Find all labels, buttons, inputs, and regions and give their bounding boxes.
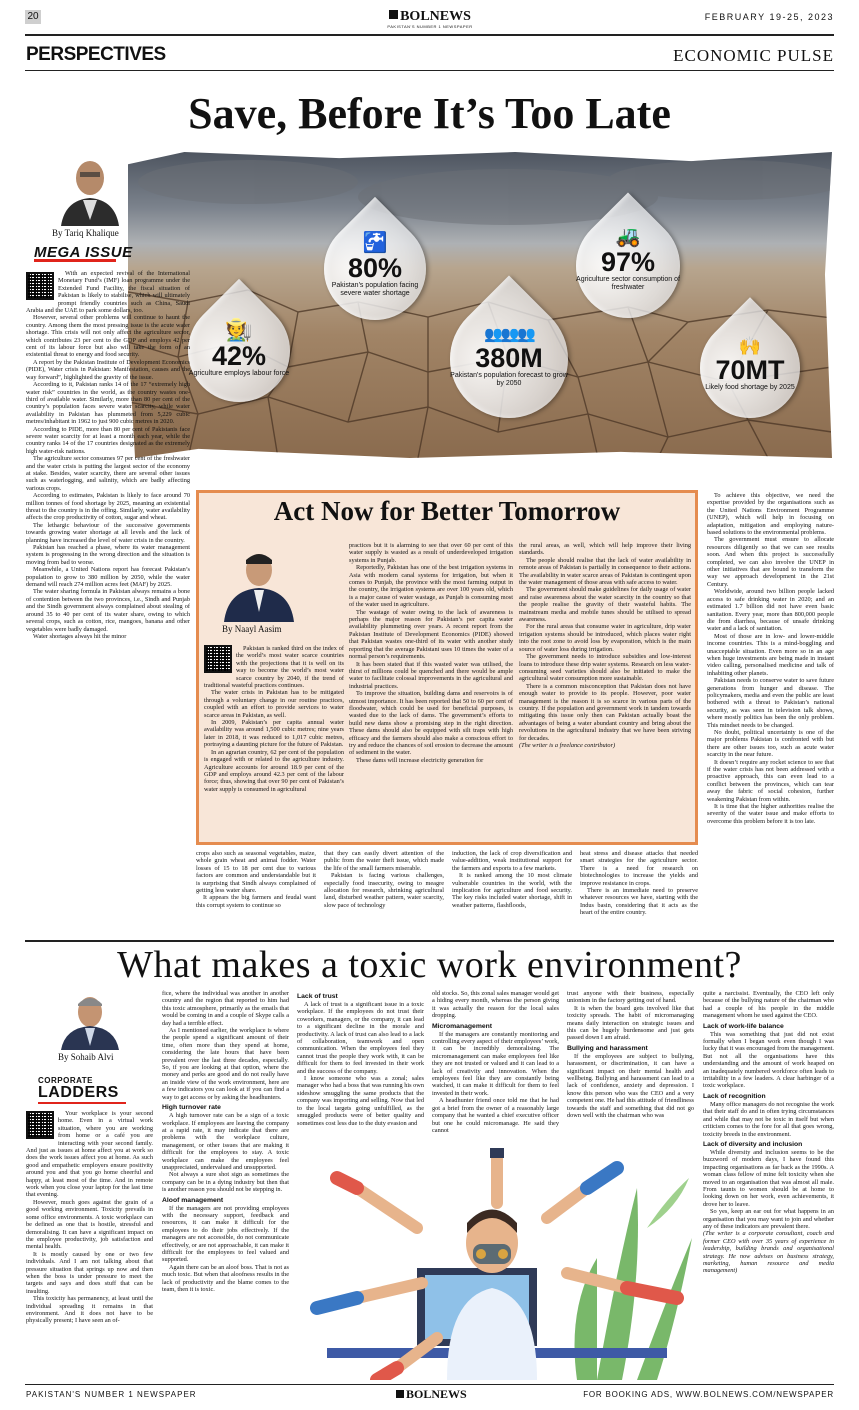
paragraph: A high turnover rate can be a sign of a toxic workplace. If employees are leaving the company at a rapid rate, it may indicate that there are problems with the workplace culture, management, or other issues that are making it difficult for the employees to stay. A toxic workplace can make the employees feel unappreciated, undervalued and unsupported.: [162, 1112, 289, 1171]
paragraph: that they can easily divert attention of the public from the water theft issue, which made the life of the small farmers miserable.: [324, 850, 444, 872]
footer-logo: [396, 1387, 467, 1402]
author-silhouette: [55, 990, 125, 1050]
kicker-text: MEGA ISSUE: [34, 244, 133, 261]
article1-right-column: [707, 492, 834, 932]
tractor-icon: 🚜: [615, 226, 641, 248]
stat-caption: Agriculture employs labour force: [188, 370, 290, 377]
subheading: Lack of recognition: [703, 1092, 766, 1100]
section-rule: [25, 70, 834, 71]
paragraph: In an agrarian country, 62 per cent of the population is engaged with or related to the agriculture industry. Agriculture accounts for around 18.9 per cent of the GDP and employs around 42.3 per cent of the labour force; thus, showing that over 90 per cent of Pakistan’s water supply is consumed in agricultural: [204, 748, 344, 793]
paragraph: Your workplace is your second home. Even in a virtual work situation, where you are working from home or a café you are interacting with your second family. And just as issues at home affect you at work so does the work issues affect you at home. As such good and empathetic employers ensure positivity around you and that you go home cheerful and happy, at least most of the time. And in remote work when you close your laptop for the last time that evening.: [26, 1110, 153, 1199]
article2-column-3: [519, 542, 691, 840]
population-icon: 👥👥👥: [483, 326, 535, 343]
paragraph: quite a narcissist. Eventually, the CEO left only because of the bullying nature of the chairman who had a couple of his people in the middle management whom he used against the CEO.: [703, 990, 834, 1020]
subheading: Lack of work-life balance: [703, 1022, 784, 1030]
paragraph: Not always a sure shot sign as sometimes the company can be in a dying industry but then that is another reason you should not be stepping in.: [162, 1171, 289, 1194]
paragraph: If the employees are subject to bullying, harassment, or discrimination, it can have a significant impact on their mental health and wellbeing. Bullying and harassment can lead to a lack of confidence, anxiety and depression. I know this person who was the CEO and a very competent one. He had this attitude of friendliness towards the staff and something that did not go down well with the chairman who was: [567, 1052, 694, 1120]
header-rule: [25, 34, 834, 36]
paragraph: fice, where the individual was another in another country and the region that reported to him had this toxic atmosphere, primarily as the emails that would be coming in and a couple of Skype calls a day had a terrible effect.: [162, 990, 289, 1027]
article1-bottom-column-2: [324, 850, 444, 934]
article2-column-1: [204, 645, 344, 840]
paragraph: The wastage of water owing to the lack of awareness is perhaps the major reason for Pakistan’s per capita water availability plummeting over years. A recent report from the Pakistan Institute of Development Economics (PIDE) showed that Pakistan wastes one-third of its water with another study reporting that the average Pakistani uses 10 times the water of a normal person’s requirements.: [349, 608, 513, 661]
paragraph: The water sharing formula in Pakistan always remains a bone of contention between the two provinces, i.e., Sindh and Punjab and the Sindh government always complained about stealing of around 35 to 40 per cent of its water share, owing to which several crops, such as cotton, rice, mangoes, banana and other vegetables were badly damaged.: [26, 588, 190, 633]
article3-column-1: [26, 1110, 153, 1378]
paragraph: It is mostly caused by one or two few individuals. And I am not talking about that pressure situation that springs up now and then when the boss is under pressure to meet the targets and says and does stuff that can be insulting.: [26, 1250, 153, 1295]
article3-headline: What makes a toxic work environment?: [117, 944, 742, 986]
footer-booking: FOR BOOKING ADS, WWW.BOLNEWS.COM/NEWSPAPER: [583, 1390, 834, 1399]
stat-caption: Likely food shortage by 2025: [705, 384, 795, 391]
subheading: Lack of diversity and inclusion: [703, 1140, 803, 1148]
qr-spacer: [26, 1110, 58, 1140]
paragraph: No doubt, political uncertainty is one of the major problems Pakistan is confronted with but there are other issues too, such as acute water scarcity in the near future.: [707, 729, 834, 759]
subheading: Micromanagement: [432, 1022, 493, 1030]
paragraph: As I mentioned earlier, the workplace is where the people spend a significant amount of their time, often more than they spend at home, considering the late hours that have been prevalent over the last three decades, especially. So, if you are looking at that option, where the money and perks are good and do not really have an inside view of the work environment, here are a few indicators you can look at if you can find a way to get access or by asking the headhunters.: [162, 1027, 289, 1101]
stat-80: [322, 232, 428, 298]
bol-logo-icon: [389, 10, 398, 19]
article3-column-4: [432, 990, 559, 1140]
paragraph: There is a common misconception that Pakistan does not have enough water to provide to its people. However, poor water management is the reason it is so scarce in various parts of the country. If the population and government work in tandem towards mitigating this issue only then can Pakistan actually boast the advantages of being a water abundant country and bring about the revolutions in the agricultural industry that we have been striving for decades.: [519, 682, 691, 742]
subheading: High turnover rate: [162, 1104, 221, 1112]
stat-42: [186, 318, 292, 378]
paragraph: Meanwhile, a United Nations report has forecast Pakistan’s population to grow to 380 million by 2050, while the water demand will reach 274 million acres feet (MAF) by 2025.: [26, 566, 190, 589]
paragraph: This was something that just did not exist formally when I began work even though I was lucky that it was encouraged from the management. But not all the organisations have this understanding and the amount of work heaped on an inadequately numbered workforce often leads to irritability in a few leaders. A clear harbinger of a toxic workplace.: [703, 1030, 834, 1090]
paragraph: If the managers are not providing employees with the necessary support, feedback and resources, it can make it difficult for the employees to do their jobs effectively. If the managers are not accessible, do not communicate effectively, or are not approachable, it can make it difficult for the employees to feel valued and supported.: [162, 1204, 289, 1264]
paragraph: the rural areas, as well, which will help improve their living standards.: [519, 542, 691, 557]
page-number: 20: [25, 10, 41, 24]
paragraph: I know someone who was a zonal; sales manager who had a boss that was running his own sideshow smuggling the same products that the company was importing and selling. Now that led to the local targets going unfulfilled, as the smuggled products were of better quality and sometimes cost less due to the duty evasion and: [297, 1075, 424, 1127]
stat-380m: [448, 326, 570, 388]
article2-column-2: [349, 542, 513, 840]
article1-headline: Save, Before It’s Too Late: [188, 89, 671, 138]
paragraph: To achieve this objective, we need the expertise provided by the organisations such as the United Nations Environment Programme (UNEP), which will help in focusing on adaptation, mitigation and employing nature-based solutions to the environmental problems.: [707, 492, 834, 537]
kicker-underline: [38, 1102, 126, 1104]
article3-column-2: [162, 990, 289, 1378]
paragraph: According to it, Pakistan ranks 14 of the 17 “extremely high water risk” countries in the world, as the country wastes one-third of available water. Similarly, more than 80 per cent of the country’s population faces severe water scarcity, while water availability in Pakistan has plummeted from 5,229 cubic metres/inhabitant in 1962 to just 900 cubic metres in 2020.: [26, 381, 190, 426]
author-photo-tariq: [55, 150, 125, 226]
hands-food-icon: 🙌: [738, 336, 762, 356]
qr-spacer: [26, 270, 58, 301]
paragraph: So yes, keep an ear out for what happens in an organisation that you may want to join and whether any of these indicators are prevalent there.: [703, 1208, 834, 1230]
paragraph: The government must ensure to allocate resources diligently so that we can see results soon. And when this project is successfully completed, we can also involve the UNEP in other initiatives that are bound to transform the way we approach development in the 21st Century.: [707, 536, 834, 588]
stat-70mt: [698, 336, 802, 392]
corporate-ladders-kicker: [38, 1076, 138, 1104]
paragraph: The government should make guidelines for daily usage of water and raise awareness about the water scarcity in the country so that the people realise the gravity of their wasteful habits. The mainstream media and mobile tunes should be utilised to spread awareness.: [519, 586, 691, 624]
qr-spacer: [204, 645, 236, 675]
paragraph: induction, the lack of crop diversification and value-addition, weak institutional support for the farmers and exports to a few markets.: [452, 850, 572, 872]
paragraph: crops also such as seasonal vegetables, maize, whole grain wheat and animal fodder. Water losses of 15 to 18 per cent due to various factors are common and understandable but it is surprising that Sindh always complained of getting less water share.: [196, 850, 316, 895]
paragraph: However, several other problems will continue to haunt the country. Among them the most pressing issue is the acute water shortage. This crisis will not only affect the agriculture sector, which contributes 23 per cent to the GDP and employs 42 per cent of its labour force but also will take the form of an existential threat to energy and food security.: [26, 314, 190, 359]
paragraph: It is when the board gets involved like that toxicity spreads. The habit of micromanaging means daily interaction on strategic issues and this can be hugely burdensome and just gets passed down I am afraid.: [567, 1004, 694, 1042]
subheading: Bullying and harassment: [567, 1044, 648, 1052]
paragraph: According to estimates, Pakistan is likely to face around 70 million tonnes of food shortage by 2025, meaning an existential threat to the country is in the offing. Similarly, water availability affects the crop productivity of cotton, sugar and wheat.: [26, 492, 190, 522]
stat-caption: Pakistan's population facing severe water shortage: [331, 282, 419, 297]
article2-credit: (The writer is a freelance contributor): [519, 741, 616, 749]
article3-column-5: [567, 990, 694, 1140]
paragraph: A report by the Pakistan Institute of Development Economics (PIDE), Water crisis in Pakistan: Manifestation, causes and the way forward”, highlighted the gravity of the issue.: [26, 358, 190, 381]
article1-bottom-column-4: [580, 850, 698, 934]
paragraph: The government needs to introduce subsidies and low-interest loans to introduce these drip water systems. Research on less water-consuming seed varieties should also be initiated to make the agricultural water consumption more sustainable.: [519, 653, 691, 683]
article3-byline: By Sohaib Alvi: [58, 1052, 114, 1062]
paragraph: Pakistan has reached a phase, where its water management system is progressing in the wrong direction and the situation is moving from bad to worse.: [26, 544, 190, 566]
paragraph: Reportedly, Pakistan has one of the best irrigation systems in Asia with modern canal systems for irrigation, but when it comes to Punjab, the province with the most farming output in the country, the irrigation systems are over 100 years old, which is a major cause of water wastage, as Punjab is consuming most of the water used in agriculture.: [349, 564, 513, 609]
stat-value: 97%: [600, 247, 656, 277]
paragraph: If the managers are constantly monitoring and controlling every aspect of their employees’ work, it can be incredibly demoralising. The micromanagement can make employees feel like they are not trusted or valued and it can lead to a lack of creativity and innovation. When the employees feel like they are constantly being watched, it can make it difficult for them to feel invested in their work.: [432, 1030, 559, 1097]
issue-date: FEBRUARY 19-25, 2023: [704, 12, 834, 22]
paragraph: The water crisis in Pakistan has to be mitigated through a voluntary change in our routine practices, coupled with an effort to provide services to water scarce areas in Pakistan, as well.: [204, 689, 344, 719]
paragraph: heat stress and disease attacks that needed smart strategies for the agriculture sector. There is a need for research on biotechnologies to increase the yields and improve resistance in crops.: [580, 850, 698, 887]
toxic-workplace-illustration: [297, 1148, 695, 1380]
footer-rule: [25, 1384, 834, 1385]
logo-tagline: PAKISTAN'S NUMBER 1 NEWSPAPER: [387, 24, 473, 29]
paragraph: trust anyone with their business, especially unionism in the factory getting out of hand.: [567, 990, 694, 1005]
stat-caption: Pakistan's population forecast to grow by 2050: [450, 372, 568, 387]
article1-column-1: [26, 270, 190, 962]
paragraph: The agriculture sector consumes 97 per cent of the freshwater and the water crisis is putting the largest sector of the economy at stake. Besides, water scarcity, there are several other issues such as waterlogging, and salinity, which are badly affecting various crops.: [26, 455, 190, 492]
stat-value: 380M: [475, 343, 543, 373]
farmer-icon: 🧑‍🌾: [225, 317, 253, 342]
masthead-logo: [370, 9, 490, 29]
stat-value: 70MT: [715, 355, 785, 385]
paragraph: It is ranked among the 10 most climate vulnerable countries in the world, with the implication for agriculture and food security. The key risks included water shortage, shift in weather patterns, flashfloods,: [452, 872, 572, 909]
paragraph: Again there can be an aloof boss. That is not as much toxic. But when that aloofness results in the lack of productivity and the blame comes to the team, then it is toxic.: [162, 1263, 289, 1294]
water-tap-icon: 🚰: [362, 232, 388, 254]
paragraph: With an expected revival of the International Monetary Fund’s (IMF) loan programme under the Extended Fund Facility, the fiscal situation of Pakistan is likely to stabilise, which will ultimately prompt friendly countries such as China, Saudi Arabia and the UAE to park some dollars, too.: [26, 270, 190, 315]
paragraph: Pakistan is ranked third on the index of the world’s most water scarce countries with the projections that it is well on its way to become the world’s most water scarce country by 2040, if the trend of traditional wasteful practices continues.: [204, 645, 344, 690]
paragraph: There is an immediate need to preserve whatever resources we have, starting with the Indus basin, considering that it acts as the heart of the entire country.: [580, 887, 698, 917]
office-worker-illustration: [297, 1148, 695, 1380]
stat-value: 80%: [347, 253, 403, 283]
paragraph: practices but it is alarming to see that over 60 per cent of this water supply is wasted as a result of underdeveloped irrigation systems in Punjab.: [349, 542, 513, 564]
footer-logo-text: BOLNEWS: [406, 1387, 467, 1401]
paragraph: It doesn’t require any rocket science to see that if the water crisis has not been addressed with a proactive approach, this can even lead to a conflict between the provinces, which can tear away the fabric of social cohesion, further weakening Pakistan from within.: [707, 758, 834, 803]
mega-issue-kicker: [34, 244, 133, 262]
subheading: Lack of trust: [297, 993, 338, 1000]
author-silhouette: [55, 150, 125, 226]
paragraph: A headhunter friend once told me that he had got a brief from the owner of a reasonably large company that he wanted a chief executive officer but one he could micromanage. He said they cannot: [432, 1097, 559, 1134]
paragraph: According to PIDE, more than 80 per cent of Pakistanis face severe water scarcity for at least a month each year, while the country ranks 14 of the 17 countries designated as the extremely high water-risk nations.: [26, 425, 190, 455]
footer-tagline: PAKISTAN'S NUMBER 1 NEWSPAPER: [26, 1390, 197, 1399]
paragraph: Pakistan is facing various challenges, especially food insecurity, owing to meagre allocation for research, shrinking agricultural land, disturbed weather pattern, water scarcity, slow pace of technology: [324, 872, 444, 909]
writer-credit: (The writer is a corporate consultant, coach and former CEO with over 35 years of experience in leadership, building brands and organisational strategy. He now advises on business strategy, marketing, human resource and media management): [703, 1230, 834, 1275]
subheading: Aloof management: [162, 1196, 224, 1204]
stat-caption: Agriculture sector consumption of freshwater: [576, 276, 680, 291]
article2-headline: Act Now for Better Tomorrow: [273, 496, 621, 526]
section-economic-pulse: ECONOMIC PULSE: [673, 46, 834, 65]
section-perspectives: PERSPECTIVES: [26, 44, 166, 65]
article1-byline: By Tariq Khalique: [52, 228, 119, 238]
paragraph: These dams will increase electricity generation for: [356, 756, 484, 764]
paragraph: Pakistan needs to conserve water to save future generations from hunger and disease. The policymakers, media and even the public are least bothered with a threat to Pakistan’s national security, as was seen in television talk shows, where mostly politics has been the only problem. This mindset needs to be changed.: [707, 677, 834, 729]
paragraph: To improve the situation, building dams and reservoirs is of utmost importance. It has been reported that 50 to 60 per cent of floodwater, which could be used for beneficial purposes, is wasted due to the lack of dams. The government’s efforts to build new dams show a promising step in the right direction. These dams should also be equipped with silt traps with high efficacy and the farmers should also make a conscious effort to try and reduce the chances of soil erosion to decrease the amount of sediment in the water.: [349, 690, 513, 757]
author-photo-naayl: [204, 546, 314, 622]
paragraph: However, much goes against the grain of a good working environment. Toxicity prevails in some office environments. A toxic workplace can be defined as one that is hostile, stressful and demoralising. It can have a significant impact on the employee productivity, job satisfaction and mental health.: [26, 1198, 153, 1251]
kicker-top: CORPORATE: [38, 1076, 94, 1085]
article3-column-6: [703, 990, 834, 1378]
paragraph: Worldwide, around two billion people lacked access to safe drinking water in 2020; and an estimated 1.7 billion did not have even basic sanitation. Every year, more than 800,000 people die from diarrhea, because of unsafe drinking water and a lack of sanitation.: [707, 588, 834, 633]
logo-text: BOLNEWS: [400, 9, 471, 24]
paragraph: Many office managers do not recognise the work that their staff do and in often trying circumstances and while that may not be toxic in itself but when criticism comes to the fore for all that goes wrong, toxicity breeds in the environment.: [703, 1100, 834, 1138]
paragraph: It appears the big farmers and feudal want this corrupt system to continue so: [196, 894, 316, 909]
paragraph: The lethargic behaviour of the successive governments towards growing water shortage at all levels and the lack of planning have increased the level of water crisis in the country.: [26, 521, 190, 544]
article3-column-3: [297, 990, 424, 1140]
paragraph: A lack of trust is a significant issue in a toxic workplace. If the employees do not trust their coworkers, managers, or the company, it can lead to a significant decline in the morale and productivity. A lack of trust can also lead to a lack of collaboration, teamwork and open communication. When the employees feel they cannot trust the people they work with, it can be difficult for them to feel invested in their work and the success of the company.: [297, 1001, 424, 1075]
author-photo-sohaib: [55, 990, 125, 1050]
paragraph: It has been stated that if this wasted water was utilised, the thirst of millions could be quenched and there would be ample water to facilitate colossal improvements in the agricultural and industrial practices.: [349, 660, 513, 690]
paragraph: While diversity and inclusion seems to be the buzzword of modern days, I have found this impacting organisations as far back as the 1990s. A woman class fellow of mine felt toxicity when she moved to an organisation that was almost all male. From taunts to women should be at home to looking down on her work, even achievements, it drove her to leave.: [703, 1148, 834, 1208]
kicker-bottom: LADDERS: [38, 1084, 119, 1101]
paragraph: For the rural areas that consume water in agriculture, drip water irrigation systems should be introduced, which places water right into the root zone to avoid loss by evaporation, which is the main source of water loss during irrigation.: [519, 623, 691, 653]
paragraph: In 2009, Pakistan’s per capita annual water availability was around 1,500 cubic metres; nine years later in 2018, it was reduced to 1,017 cubic metres, portraying a daunting picture for the future of Pakistan.: [204, 719, 344, 749]
stat-value: 42%: [211, 341, 267, 371]
paragraph: Most of those are in low- and lower-middle income countries. This is a mind-boggling and unacceptable situation. Even more so in an age when huge investments are being made in instant video calling, personalised medicine and talk of inhabiting other planets.: [707, 632, 834, 677]
author-silhouette: [204, 546, 314, 622]
stat-97: [574, 226, 682, 292]
article1-bottom-column-3: [452, 850, 572, 934]
article2-byline: By Naayl Aasim: [222, 624, 282, 634]
article1-bottom-column-1: [196, 850, 316, 934]
paragraph: This toxicity has permanency, at least until the individual spreading it remains in that environment. And it does not have to be physically present; I have seen an of-: [26, 1295, 153, 1325]
paragraph: old stocks. So, this zonal sales manager would get a hiding every month, whereas the person giving it was actually the reason for the local sales dropping.: [432, 990, 559, 1020]
paragraph: The people should realise that the lack of water availability in remote areas of Pakistan is partially in consequence to their actions. The availability in water scarce areas of Pakistan is contingent upon the water management of those areas with safe access to water.: [519, 556, 691, 587]
paragraph: Water shortages always hit the minor: [33, 632, 127, 640]
bol-logo-icon: [396, 1390, 404, 1398]
paragraph: It is time that the higher authorities realise the severity of the water issue and make efforts to overcome this problem before it is too late.: [707, 803, 834, 825]
